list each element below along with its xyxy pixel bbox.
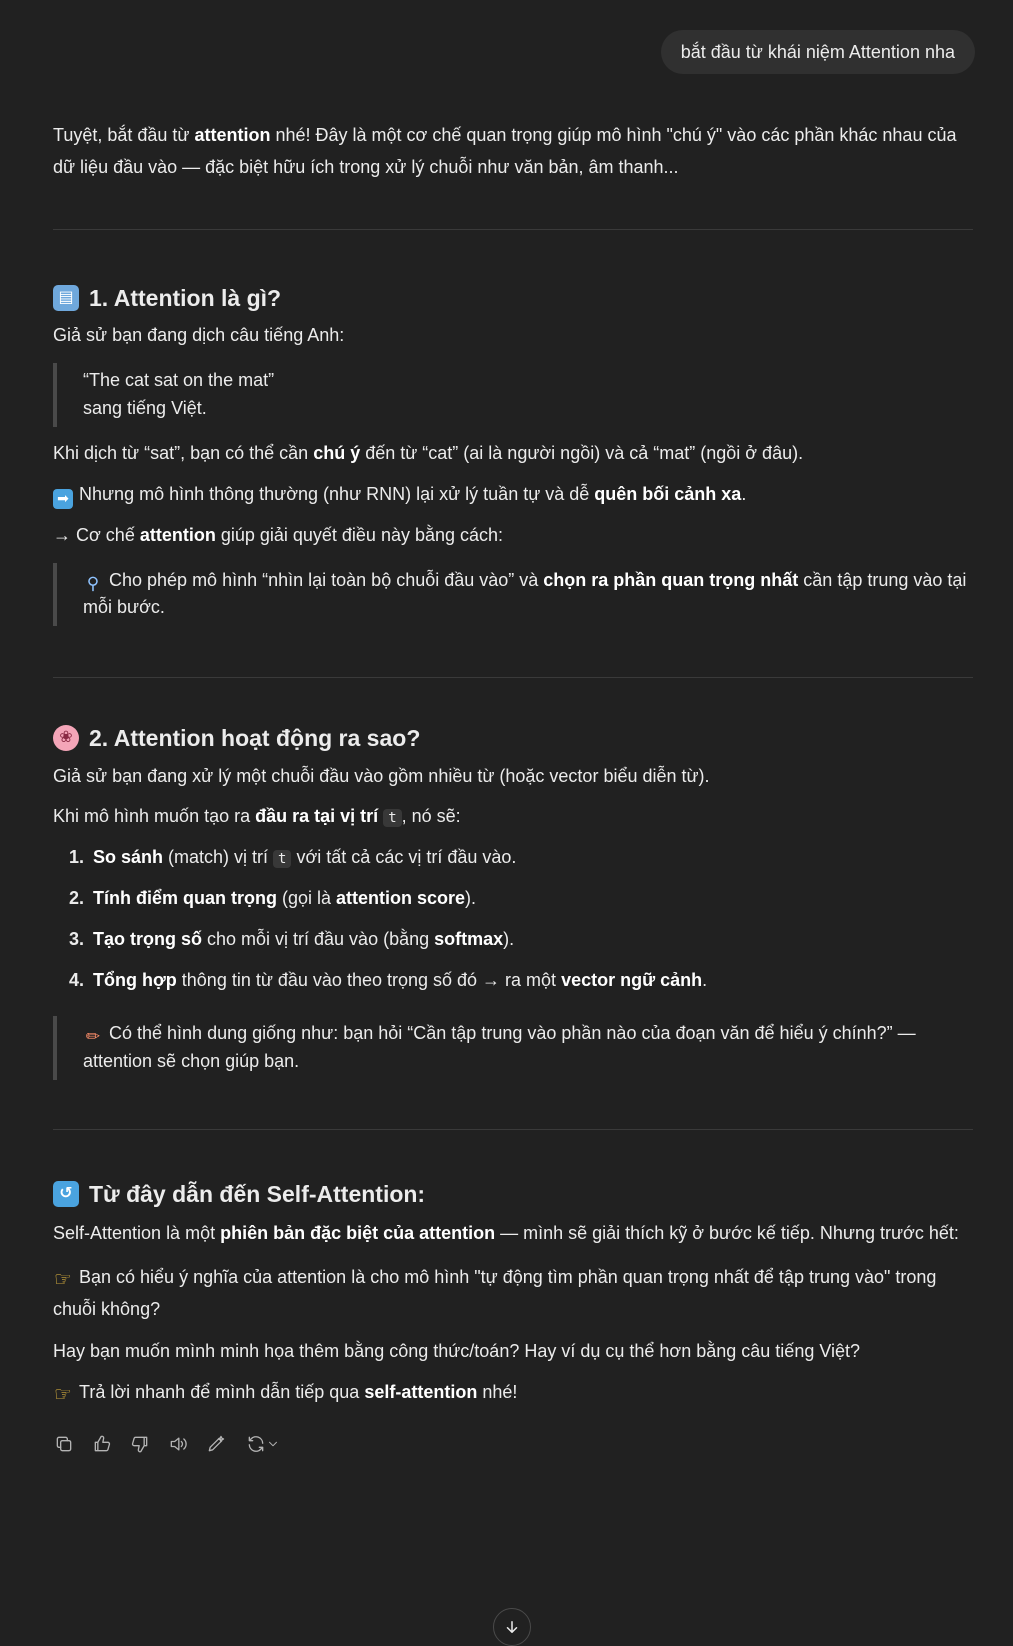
thumbs-up-icon[interactable] xyxy=(91,1433,113,1455)
paragraph: Khi dịch từ “sat”, bạn có thể cần chú ý đến từ “cat” (ai là người ngồi) và cả “mat” (ngồi ở đâu). xyxy=(53,442,804,463)
blockquote: ✏ Có thể hình dung giống như: bạn hỏi “Cần tập trung vào phần nào của đoạn văn để hiểu ý chính?” — attention sẽ chọn giúp bạn. xyxy=(53,1016,973,1080)
paragraph: ☞ Bạn có hiểu ý nghĩa của attention là cho mô hình "tự động tìm phần quan trọng nhất để tập trung vào" trong chuỗi không? xyxy=(53,1267,937,1319)
paragraph: Self-Attention là một phiên bản đặc biệt của attention — mình sẽ giải thích kỹ ở bước kế tiếp. Nhưng trước hết: xyxy=(53,1222,959,1243)
pointing-hand-icon: ☞ xyxy=(54,1269,72,1292)
paragraph: Giả sử bạn đang xử lý một chuỗi đầu vào gồm nhiều từ (hoặc vector biểu diễn từ). xyxy=(53,765,710,786)
intro-paragraph: Tuyệt, bắt đầu từ attention nhé! Đây là một cơ chế quan trọng giúp mô hình "chú ý" vào các phần khác nhau của dữ liệu đầu vào — đặc biệt hữu ích trong xử lý chuỗi như văn bản, âm thanh... xyxy=(53,125,957,177)
assistant-message xyxy=(53,120,973,1455)
paragraph: ☞ Trả lời nhanh để mình dẫn tiếp qua self-attention nhé! xyxy=(54,1382,518,1407)
list-item: 2. Tính điểm quan trọng (gọi là attention score). xyxy=(89,885,973,913)
edit-icon[interactable] xyxy=(205,1433,227,1455)
copy-icon[interactable] xyxy=(53,1433,75,1455)
message-actions xyxy=(53,1433,973,1455)
steps-list xyxy=(53,844,973,995)
paragraph: ➡ Nhưng mô hình thông thường (như RNN) lại xử lý tuần tự và dễ quên bối cảnh xa. xyxy=(53,481,973,509)
section-1-heading: ▤ 1. Attention là gì? xyxy=(53,282,973,314)
arrow-down-icon xyxy=(503,1618,521,1636)
paragraph: Khi mô hình muốn tạo ra đầu ra tại vị trí t , nó sẽ: xyxy=(53,806,461,827)
read-aloud-icon[interactable] xyxy=(167,1433,189,1455)
paragraph: Hay bạn muốn mình minh họa thêm bằng công thức/toán? Hay ví dụ cụ thể hơn bằng câu tiếng Việt? xyxy=(53,1341,861,1362)
section-2-heading: ❀ 2. Attention hoạt động ra sao? xyxy=(53,722,973,754)
brain-icon: ❀ xyxy=(53,725,79,751)
regenerate-icon[interactable] xyxy=(243,1433,283,1455)
user-message-bubble: bắt đầu từ khái niệm Attention nha xyxy=(661,30,975,74)
paragraph: → Cơ chế attention giúp giải quyết điều này bằng cách: xyxy=(53,524,504,545)
right-arrow-icon: ➡ xyxy=(53,489,73,509)
book-icon: ▤ xyxy=(53,285,79,311)
paragraph: Giả sử bạn đang dịch câu tiếng Anh: xyxy=(53,325,345,346)
blockquote: “The cat sat on the mat” sang tiếng Việt. xyxy=(53,363,973,427)
list-item: 3. Tạo trọng số cho mỗi vị trí đầu vào (bằng softmax). xyxy=(89,926,973,954)
list-item: 1. So sánh (match) vị trí t với tất cả các vị trí đầu vào. xyxy=(89,844,973,872)
pencil-icon: ✏ xyxy=(85,1026,101,1046)
pointing-hand-icon: ☞ xyxy=(54,1384,72,1407)
search-icon: ⚲ xyxy=(86,573,100,593)
chevron-down-icon xyxy=(266,1437,280,1451)
repeat-icon: ↺ xyxy=(53,1181,79,1207)
blockquote: ⚲ Cho phép mô hình “nhìn lại toàn bộ chuỗi đầu vào” và chọn ra phần quan trọng nhất cần tập trung vào tại mỗi bước. xyxy=(53,563,973,627)
scroll-down-button[interactable] xyxy=(493,1608,531,1646)
list-item: 4. Tổng hợp thông tin từ đầu vào theo trọng số đó → ra một vector ngữ cảnh. xyxy=(89,967,973,995)
section-3-heading: ↺ Từ đây dẫn đến Self-Attention: xyxy=(53,1178,973,1210)
thumbs-down-icon[interactable] xyxy=(129,1433,151,1455)
